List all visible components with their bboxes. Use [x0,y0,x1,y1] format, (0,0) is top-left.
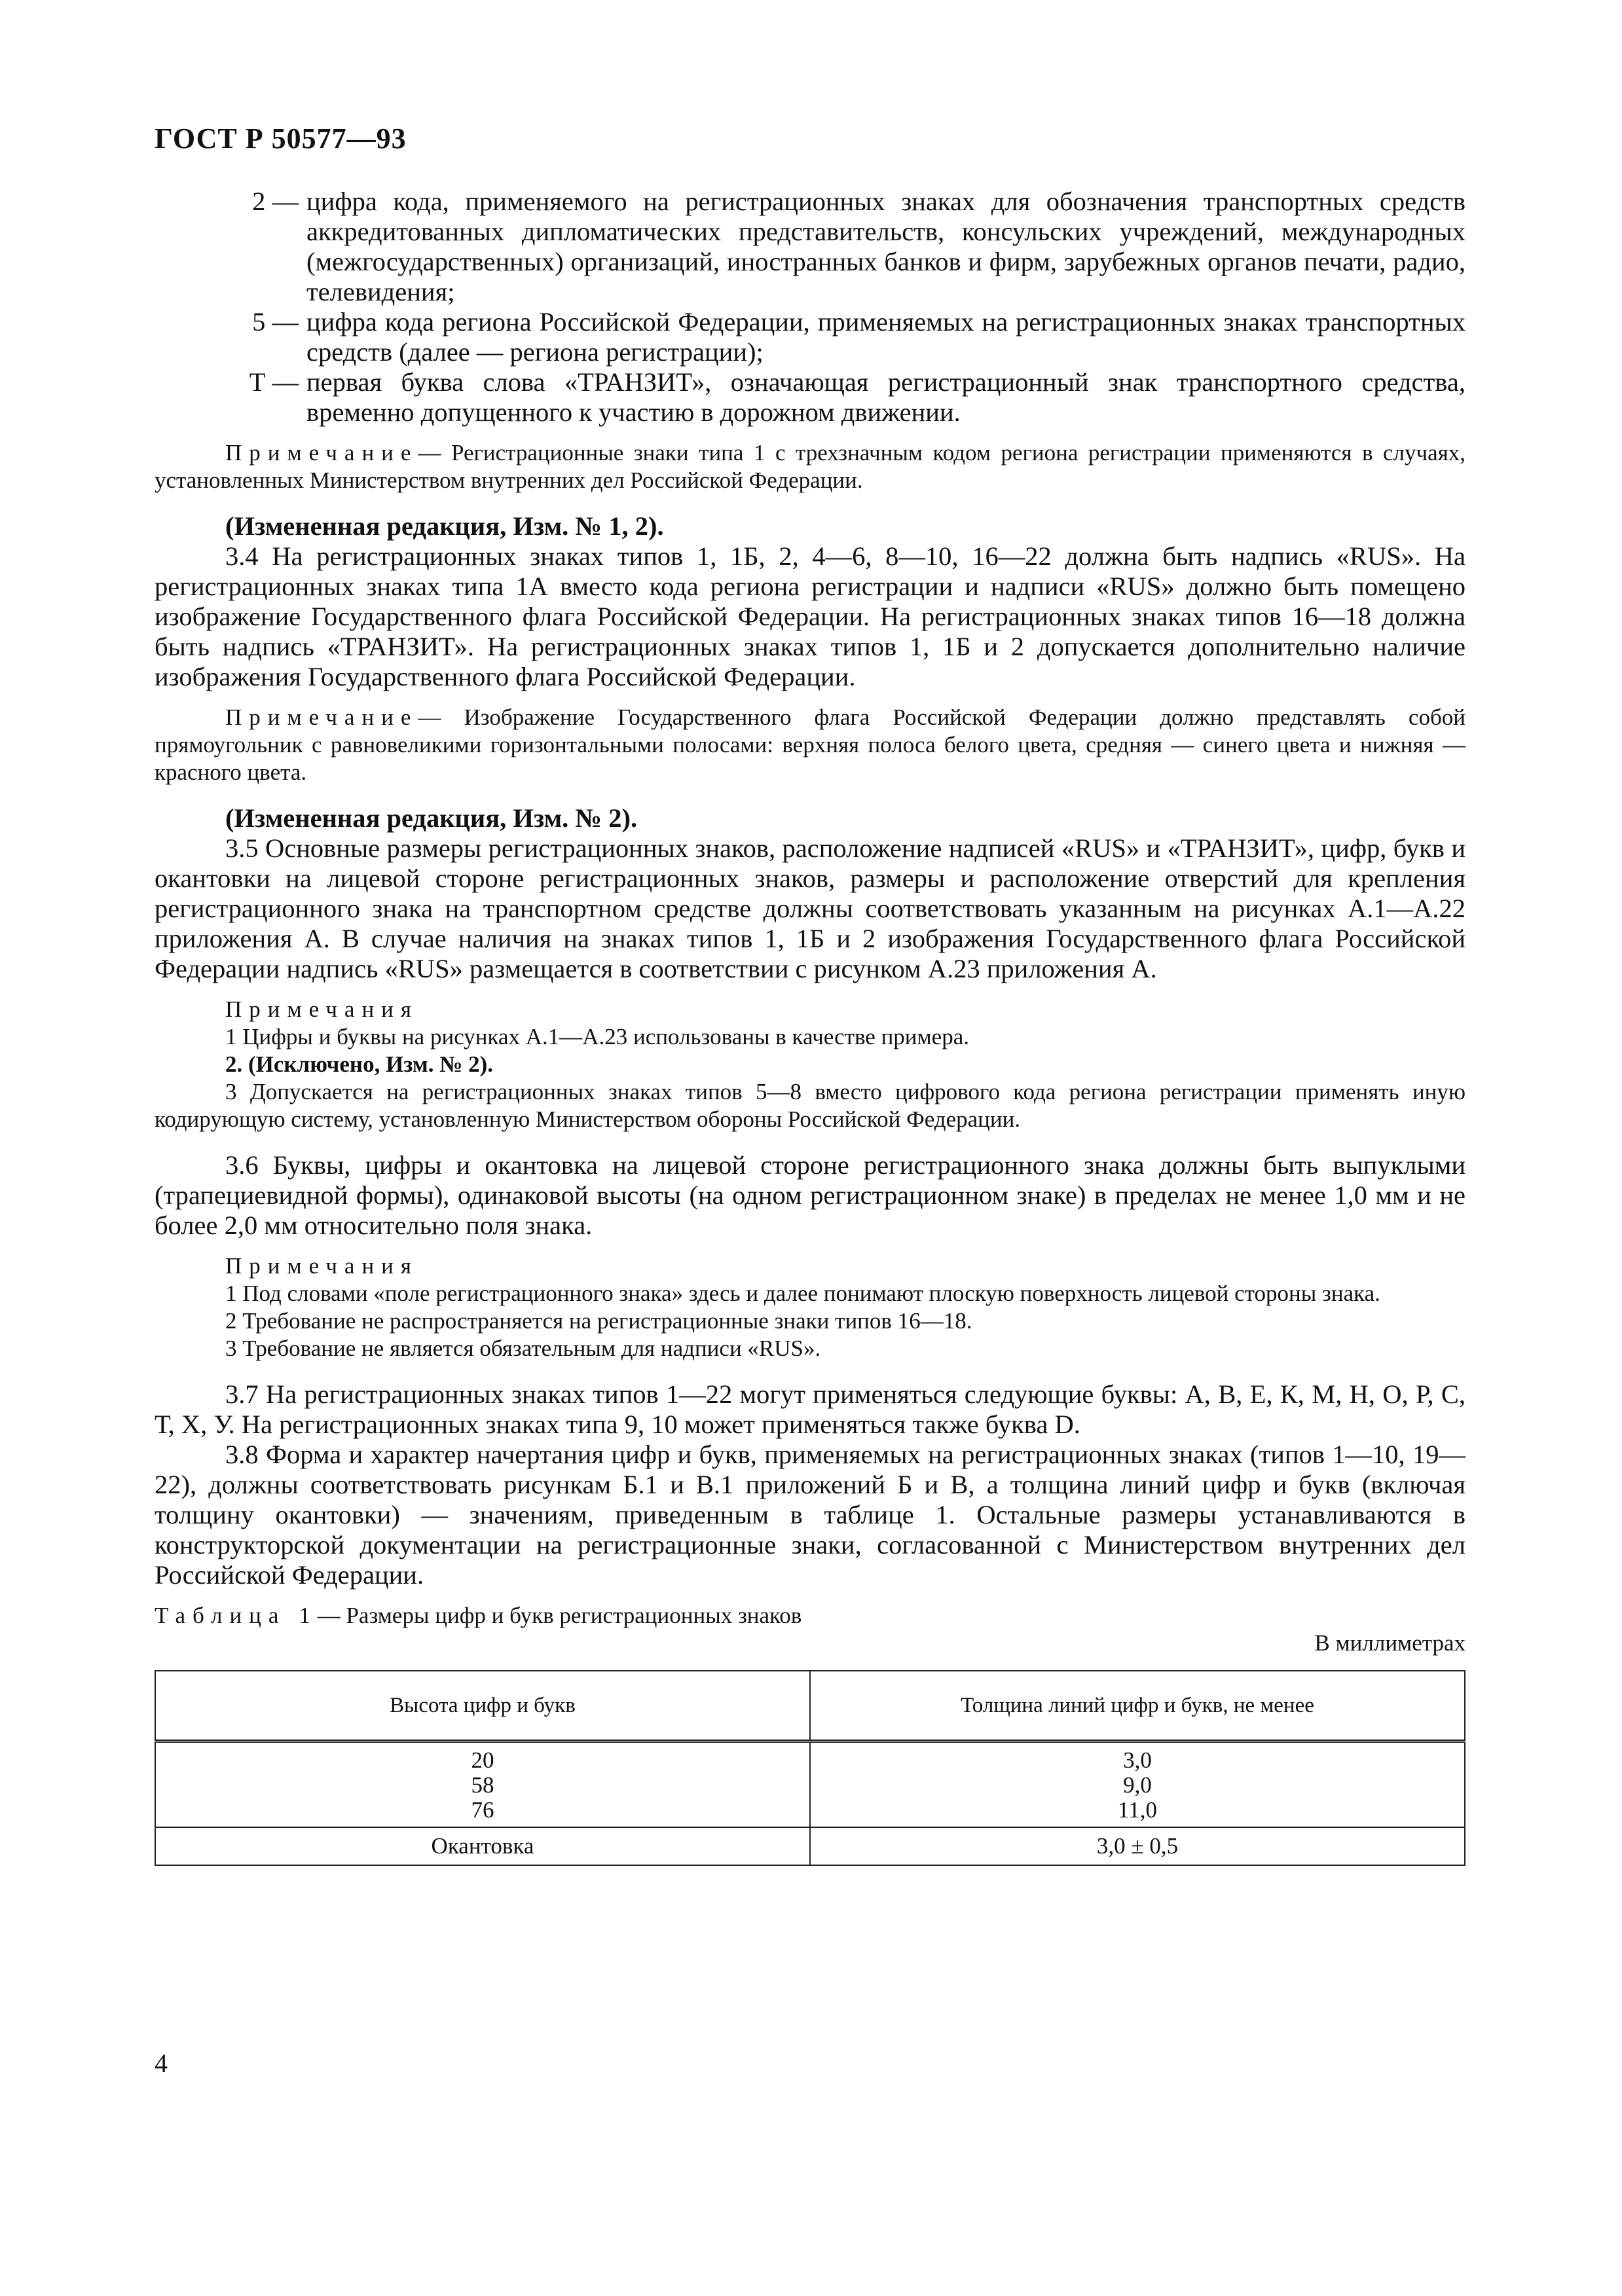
paragraph-3-4: 3.4 На регистрационных знаках типов 1, 1Б, 2, 4—6, 8—10, 16—22 должна быть надпись «RUS». На регистрационных знаках типа 1А вместо кода региона регистрации и надписи «RUS» должно быть помещено изображение Государственного флага Российской Федерации. На регистрационных знаках типов 16—18 должна быть надпись «ТРАНЗИТ». На регистрационных знаках типов 1, 1Б и 2 допускается дополнительно наличие изображения Государственного флага Российской Федерации. [155,541,1465,691]
table-row [155,1741,1465,1828]
note-item: 3 Требование не является обязательным для надписи «RUS». [225,1336,821,1361]
column-header-thickness: Толщина линий цифр и букв, не менее [810,1671,1465,1741]
amendment-note: (Измененная редакция, Изм. № 1, 2). [225,511,664,541]
definition-text: цифра кода региона Российской Федерации, применяемых на регистрационных знаках транспортных средств (далее — региона регистрации); [306,307,1465,367]
notes-label: Примечания [225,996,419,1022]
paragraph-3-7: 3.7 На регистрационных знаках типов 1—22 могут применяться следующие буквы: А, В, Е, К, М, Н, О, Р, С, Т, Х, У. На регистрационных знаках типа 9, 10 может применяться также буква D. [155,1379,1465,1439]
note-item: 2. (Исключено, Изм. № 2). [225,1051,494,1077]
definition-text: первая буква слова «ТРАНЗИТ», означающая регистрационный знак транспортного средства, временно допущенного к участию в дорожном движении. [306,367,1465,427]
note-2 [155,704,1465,786]
paragraph-3-8: 3.8 Форма и характер начертания цифр и букв, применяемых на регистрационных знаках (типов 1—10, 19—22), должны соответствовать рисункам Б.1 и В.1 приложений Б и В, а толщина линий цифр и букв (включая толщину окантовки) — значениям, приведенным в таблице 1. Остальные размеры устанавливаются в конструкторской документации на регистрационные знаки, согласованной с Министерством внутренних дел Российской Федерации. [155,1440,1465,1590]
definition-item [155,367,1465,428]
dimensions-table [155,1670,1465,1866]
note-text: — Регистрационные знаки типа 1 с трехзначным кодом региона регистрации применяются в случаях, установленных Министерством внутренних дел Российской Федерации. [155,440,1465,493]
border-label: Окантовка [155,1827,810,1865]
table-header-row [155,1671,1465,1741]
paragraph-3-6: 3.6 Буквы, цифры и окантовка на лицевой стороне регистрационного знака должны быть выпуклыми (трапециевидной формы), одинаковой высоты (на одном регистрационном знаке) в пределах не менее 1,0 мм и не более 2,0 мм относительно поля знака. [155,1150,1465,1240]
note-item: 3 Допускается на регистрационных знаках типов 5—8 вместо цифрового кода региона регистрации применять иную кодирующую систему, установленную Министерством обороны Российской Федерации. [155,1079,1465,1132]
height-values: 20 58 76 [155,1741,810,1828]
definition-item [155,307,1465,367]
note-label: Примечание [225,704,418,730]
definition-term: 5 — [252,307,299,337]
note-item: 2 Требование не распространяется на регистрационные знаки типов 16—18. [225,1308,972,1334]
definition-text: цифра кода, применяемого на регистрационных знаках для обозначения транспортных средств аккредитованных дипломатических представительств, консульских учреждений, международных (межгосударственных) организаций, иностранных банков и фирм, зарубежных органов печати, радио, телевидения; [306,187,1465,306]
note-text: — Изображение Государственного флага Российской Федерации должно представлять собой прямоугольник с равновеликими горизонтальными полосами: верхняя полоса белого цвета, средняя — синего цвета и нижняя — красного цвета. [155,704,1465,785]
note-item: 1 Цифры и буквы на рисунках А.1—А.23 использованы в качестве примера. [225,1024,969,1049]
note-1 [155,439,1465,494]
definition-item [155,187,1465,307]
column-header-height: Высота цифр и букв [155,1671,810,1741]
document-code: ГОСТ Р 50577—93 [155,122,407,155]
note-label: Примечание [225,440,418,465]
definition-term: 2 — [252,187,299,216]
border-value: 3,0 ± 0,5 [810,1827,1465,1865]
document-body [155,187,1465,1866]
table-units: В миллиметрах [1314,1630,1465,1656]
note-item: 1 Под словами «поле регистрационного знака» здесь и далее понимают плоскую поверхность лицевой стороны знака. [225,1281,1380,1306]
thickness-values: 3,0 9,0 11,0 [810,1741,1465,1828]
table-title [155,1602,1465,1630]
definition-term: Т — [249,367,299,397]
notes-label: Примечания [225,1253,419,1279]
amendment-note: (Измененная редакция, Изм. № 2). [225,803,638,833]
table-row [155,1827,1465,1865]
page-number: 4 [155,2049,168,2078]
paragraph-3-5: 3.5 Основные размеры регистрационных знаков, расположение надписей «RUS» и «ТРАНЗИТ», цифр, букв и окантовки на лицевой стороне регистрационных знаков, размеры и расположение отверстий для крепления регистрационного знака на транспортном средстве должны соответствовать указанным на рисунках А.1—А.22 приложения А. В случае наличия на знаках типов 1, 1Б и 2 изображения Государственного флага Российской Федерации надпись «RUS» размещается в соответствии с рисунком А.23 приложения А. [155,833,1465,983]
table-label: Таблица 1 [155,1603,318,1628]
table-caption: — Размеры цифр и букв регистрационных знаков [317,1603,802,1628]
